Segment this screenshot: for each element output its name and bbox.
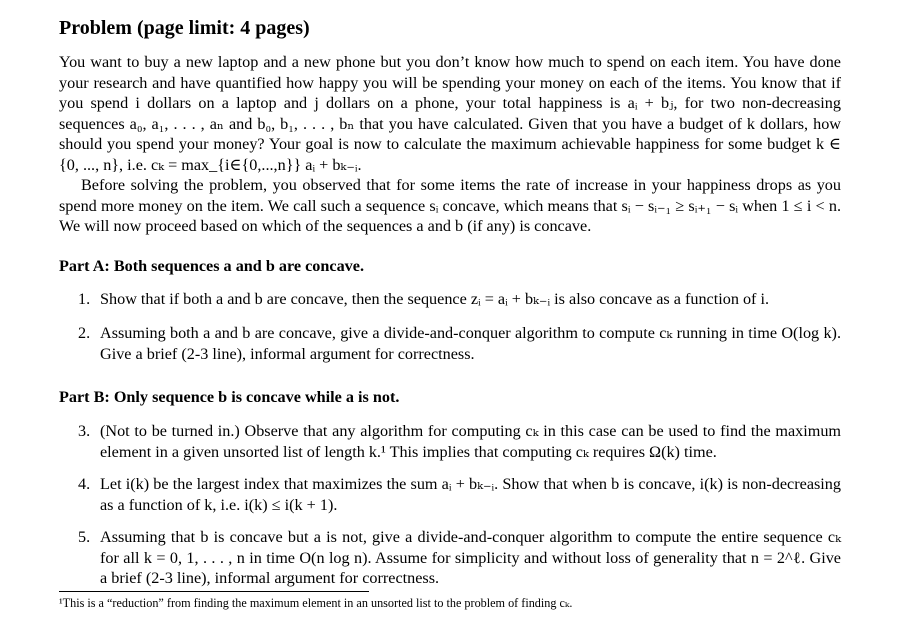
- item-text: Assuming that b is concave but a is not, give a divide-and-conquer algorithm to compute the entire sequence cₖ for all k = 0, 1, . . . , n in time O(n log n). Assume for simplicity and without loss of generality that n = 2^ℓ. Give a brief (2-3 line), informal argument for correctness.: [100, 528, 841, 587]
- intro-paragraph-2: Before solving the problem, you observed that for some items the rate of increase in your happiness drops as you spend more money on the item. We call such a sequence sᵢ concave, which means that sᵢ − sᵢ₋₁ ≥ sᵢ₊₁ − sᵢ when 1 ≤ i < n. We will now proceed based on which of the sequences a and b (if any) is concave.: [59, 176, 841, 235]
- list-item: [78, 474, 841, 515]
- item-number: 1.: [78, 290, 91, 308]
- item-number: 2.: [78, 324, 91, 342]
- part-a-heading: Part A: Both sequences a and b are concave.: [59, 257, 365, 275]
- list-item: [78, 527, 841, 589]
- item-number: 5.: [78, 528, 91, 546]
- item-number: 3.: [78, 422, 91, 440]
- item-number: 4.: [78, 475, 91, 493]
- item-text: Assuming both a and b are concave, give a divide-and-conquer algorithm to compute cₖ running in time O(log k). Give a brief (2-3 line), informal argument for correctness.: [100, 324, 841, 363]
- intro-text: [59, 52, 841, 237]
- list-item: [78, 421, 841, 462]
- footnote: ¹This is a “reduction” from finding the maximum element in an unsorted list to the problem of finding cₖ.: [59, 596, 573, 610]
- intro-paragraph-1: You want to buy a new laptop and a new phone but you don’t know how much to spend on each item. You have done your research and have quantified how happy you will be spending your money on each of the items. You know that if you spend i dollars on a laptop and j dollars on a phone, your total happiness is aᵢ + bⱼ, for two non-decreasing sequences a₀, a₁, . . . , aₙ and b₀, b₁, . . . , bₙ that you have calculated. Given that you have a budget of k dollars, how should you spend your money? Your goal is now to calculate the maximum achievable happiness for some budget k ∈ {0, ..., n}, i.e. cₖ = max_{i∈{0,...,n}} aᵢ + bₖ₋ᵢ.: [59, 53, 841, 174]
- item-text: (Not to be turned in.) Observe that any algorithm for computing cₖ in this case can be used to find the maximum element in a given unsorted list of length k.¹ This implies that computing cₖ requires Ω(k) time.: [100, 422, 841, 461]
- item-text: Show that if both a and b are concave, then the sequence zᵢ = aᵢ + bₖ₋ᵢ is also concave as a function of i.: [100, 290, 770, 308]
- footnote-divider: [59, 591, 369, 592]
- part-b-heading: Part B: Only sequence b is concave while a is not.: [59, 388, 400, 406]
- list-item: [78, 289, 841, 310]
- list-item: [78, 323, 841, 364]
- problem-title: Problem (page limit: 4 pages): [59, 17, 310, 39]
- item-text: Let i(k) be the largest index that maximizes the sum aᵢ + bₖ₋ᵢ. Show that when b is concave, i(k) is non-decreasing as a function of k, i.e. i(k) ≤ i(k + 1).: [100, 475, 841, 514]
